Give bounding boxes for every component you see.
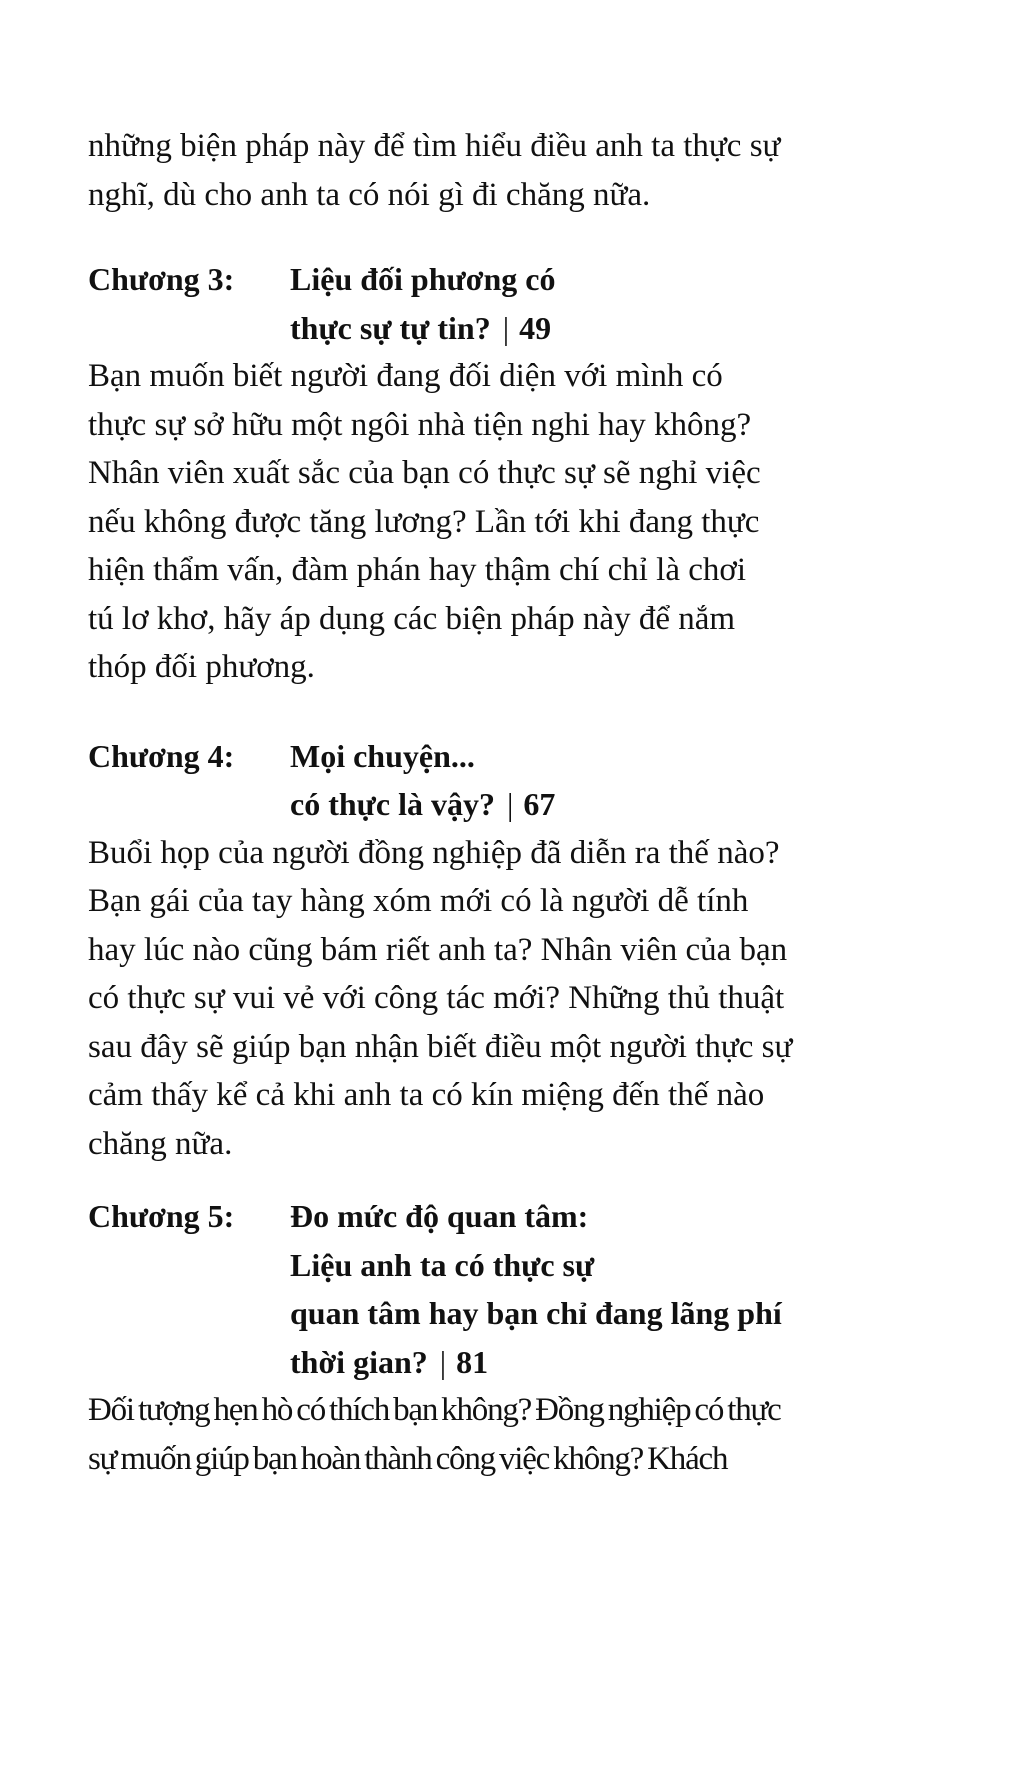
chapter-title-line — [290, 1338, 848, 1387]
chapter-title — [290, 732, 848, 829]
chapter-title-line — [290, 780, 848, 829]
text-line: có thực sự vui vẻ với công tác mới? Những thủ thuật — [88, 980, 785, 1016]
text-line: cảm thấy kể cả khi anh ta có kín miệng đến thế nào — [88, 1077, 765, 1113]
text-line: nghĩ, dù cho anh ta có nói gì đi chăng nữa. — [88, 176, 651, 213]
text-line: Buổi họp của người đồng nghiệp đã diễn ra thế nào? — [88, 834, 780, 871]
chapter-5-description — [88, 1386, 848, 1483]
chapter-label: Chương 4: — [88, 737, 235, 774]
chapter-4-heading — [88, 732, 848, 829]
chapter-title-line: Liệu anh ta có thực sự — [290, 1246, 595, 1283]
text-line: Nhân viên xuất sắc của bạn có thực sự sẽ nghỉ việc — [88, 455, 761, 491]
text-line: Đối tượng hẹn hò có thích bạn không? Đồng nghiệp có thực — [88, 1392, 781, 1428]
text-line: hiện thẩm vấn, đàm phán hay thậm chí chỉ là chơi — [88, 552, 747, 588]
chapter-title-text: thời gian? — [290, 1343, 428, 1380]
text-line: Bạn gái của tay hàng xóm mới có là người dễ tính — [88, 883, 749, 919]
chapter-label: Chương 3: — [88, 261, 235, 297]
chapter-5-heading — [88, 1192, 848, 1386]
text-line: những biện pháp này để tìm hiểu điều anh ta thực sự — [88, 128, 781, 164]
text-line: thóp đối phương. — [88, 649, 315, 685]
chapter-title-line — [290, 304, 848, 353]
chapter-title — [290, 1192, 848, 1386]
chapter-title-line: Đo mức độ quan tâm: — [290, 1198, 589, 1234]
text-line: thực sự sở hữu một ngôi nhà tiện nghi hay không? — [88, 406, 752, 443]
chapter-title-text: thực sự tự tin? — [290, 309, 491, 346]
text-line: tú lơ khơ, hãy áp dụng các biện pháp này để nắm — [88, 600, 736, 637]
text-line: chăng nữa. — [88, 1125, 233, 1162]
chapter-title — [290, 255, 848, 352]
text-line: sau đây sẽ giúp bạn nhận biết điều một người thực sự — [88, 1028, 793, 1065]
book-page — [88, 122, 848, 1483]
text-line: nếu không được tăng lương? Lần tới khi đang thực — [88, 503, 760, 540]
text-line: hay lúc nào cũng bám riết anh ta? Nhân viên của bạn — [88, 931, 788, 968]
chapter-title-line: quan tâm hay bạn chỉ đang lãng phí — [290, 1295, 782, 1331]
chapter-title-text: có thực là vậy? — [290, 786, 495, 822]
chapter-title-line: Mọi chuyện... — [290, 737, 475, 774]
page-number: 49 — [519, 309, 552, 346]
text-line: Bạn muốn biết người đang đối diện với mình có — [88, 358, 723, 394]
page-separator: | — [502, 309, 510, 346]
chapter-label: Chương 5: — [88, 1198, 235, 1234]
page-separator: | — [506, 786, 514, 822]
chapter-4-description — [88, 829, 848, 1169]
page-number: 81 — [456, 1343, 489, 1380]
chapter-3-description — [88, 352, 848, 692]
text-line: sự muốn giúp bạn hoàn thành công việc không? Khách — [88, 1440, 728, 1477]
page-separator: | — [439, 1343, 447, 1380]
intro-paragraph — [88, 122, 848, 219]
page-number: 67 — [523, 786, 556, 822]
chapter-title-line: Liệu đối phương có — [290, 261, 556, 297]
chapter-3-heading — [88, 255, 848, 352]
